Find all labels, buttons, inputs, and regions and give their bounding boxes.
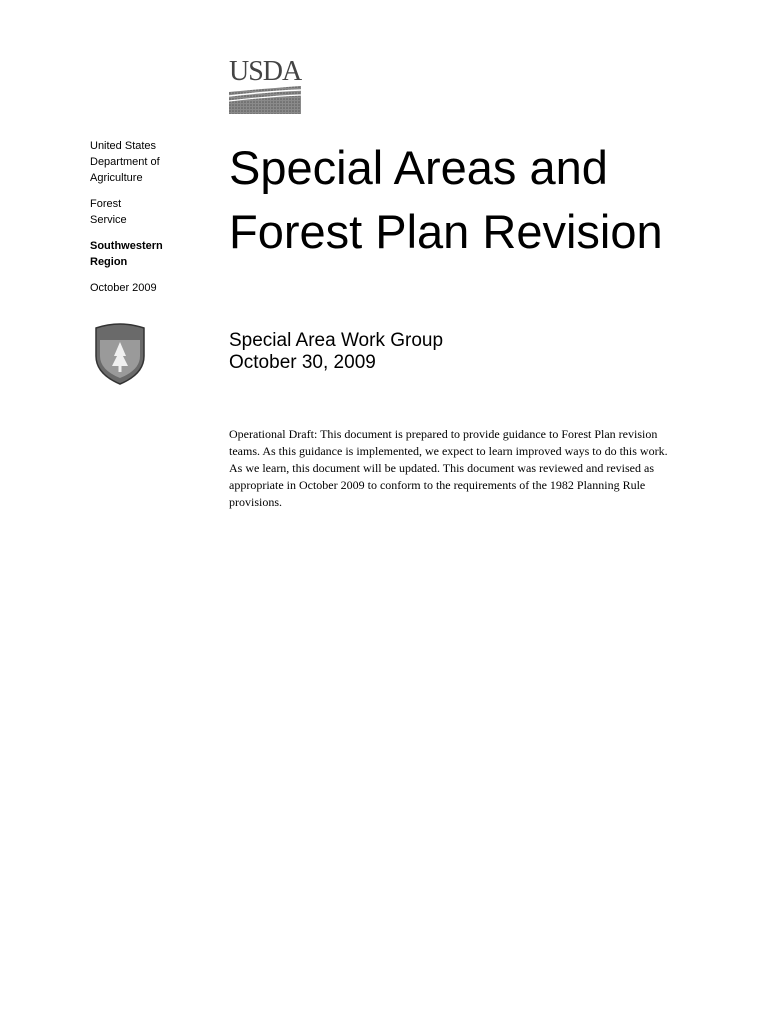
draft-line: teams. As this guidance is implemented, we expect to learn improved ways to do this work. xyxy=(229,444,668,458)
title-line: Special Areas and xyxy=(229,141,608,194)
usda-wordmark: USDA xyxy=(229,56,302,87)
usda-logo-icon xyxy=(229,86,301,114)
agency-line: United States xyxy=(90,140,157,152)
agency-name xyxy=(90,138,210,186)
agency-line: Department of xyxy=(90,156,160,168)
region-name xyxy=(90,238,210,270)
title-line: Forest Plan Revision xyxy=(229,205,663,258)
subtitle-line: October 30, 2009 xyxy=(229,352,376,373)
agency-line: Agriculture xyxy=(90,172,143,184)
service-name xyxy=(90,196,210,228)
region-line: Region xyxy=(90,256,128,268)
draft-line: Operational Draft: This document is prepared to provide guidance to Forest Plan revision xyxy=(229,427,658,441)
publication-date-text: October 2009 xyxy=(90,282,157,294)
service-line: Service xyxy=(90,214,127,226)
subtitle-line: Special Area Work Group xyxy=(229,330,444,351)
document-subtitle xyxy=(229,330,443,374)
forest-service-shield-icon xyxy=(88,322,152,386)
service-line: Forest xyxy=(90,198,122,210)
operational-draft-note xyxy=(229,426,699,511)
publication-date xyxy=(90,280,210,296)
usda-logo xyxy=(229,58,301,114)
draft-line: provisions. xyxy=(229,495,283,509)
region-line: Southwestern xyxy=(90,240,163,252)
draft-line: appropriate in October 2009 to conform to the requirements of the 1982 Planning Rule xyxy=(229,478,646,492)
document-title xyxy=(229,136,663,264)
draft-line: As we learn, this document will be updated. This document was reviewed and revised as xyxy=(229,461,654,475)
agency-sidebar xyxy=(90,138,210,306)
